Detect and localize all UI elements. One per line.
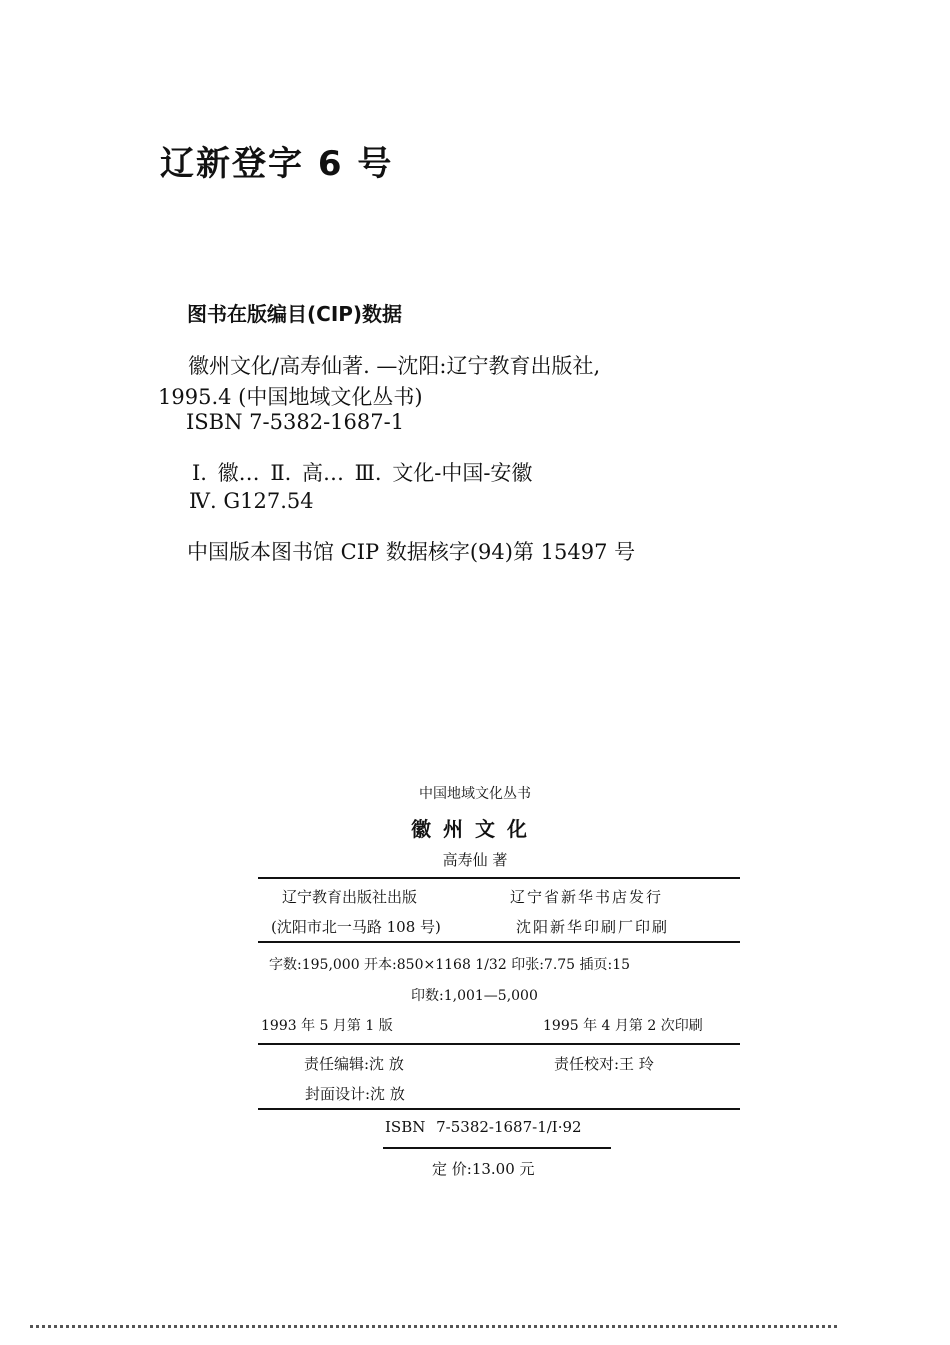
print-run: 印数:1,001—5,000 [411,988,538,1004]
cover-designer: 封面设计:沈 放 [305,1085,405,1103]
publisher-address: (沈阳市北一马路 108 号) [271,918,441,936]
divider [258,1108,740,1110]
printer: 沈阳新华印刷厂印刷 [516,918,670,936]
cip-classification: Ⅳ. G127.54 [189,489,314,513]
divider [258,877,740,879]
cip-approval-number: 中国版本图书馆 CIP 数据核字(94)第 15497 号 [187,540,636,564]
registration-number: 辽新登字 6 号 [160,144,394,184]
cip-record-line: 徽州文化/高寿仙著. —沈阳:辽宁教育出版社, [188,354,601,378]
series-name: 中国地域文化丛书 [419,786,531,802]
isbn-full: ISBN 7-5382-1687-1/I·92 [385,1118,582,1136]
cip-isbn: ISBN 7-5382-1687-1 [186,410,405,434]
book-specs: 字数:195,000 开本:850×1168 1/32 印张:7.75 插页:15 [269,957,631,973]
first-edition: 1993 年 5 月第 1 版 [261,1018,393,1034]
cip-heading: 图书在版编目(CIP)数据 [187,302,403,326]
distributor: 辽宁省新华书店发行 [510,888,664,906]
divider [258,1043,740,1045]
responsible-editor: 责任编辑:沈 放 [304,1055,404,1073]
scan-edge-line [30,1325,840,1328]
printing-edition: 1995 年 4 月第 2 次印刷 [543,1018,703,1034]
divider [258,941,740,943]
publisher: 辽宁教育出版社出版 [282,888,418,906]
author-line: 高寿仙 著 [442,851,508,869]
cip-date-series: 1995.4 (中国地域文化丛书) [158,385,423,409]
divider [383,1147,611,1149]
price: 定 价:13.00 元 [432,1160,535,1178]
proofreader: 责任校对:王 玲 [554,1055,654,1073]
cip-subjects: Ⅰ. 徽… Ⅱ. 高… Ⅲ. 文化-中国-安徽 [192,461,533,485]
book-title: 徽州文化 [411,817,539,841]
